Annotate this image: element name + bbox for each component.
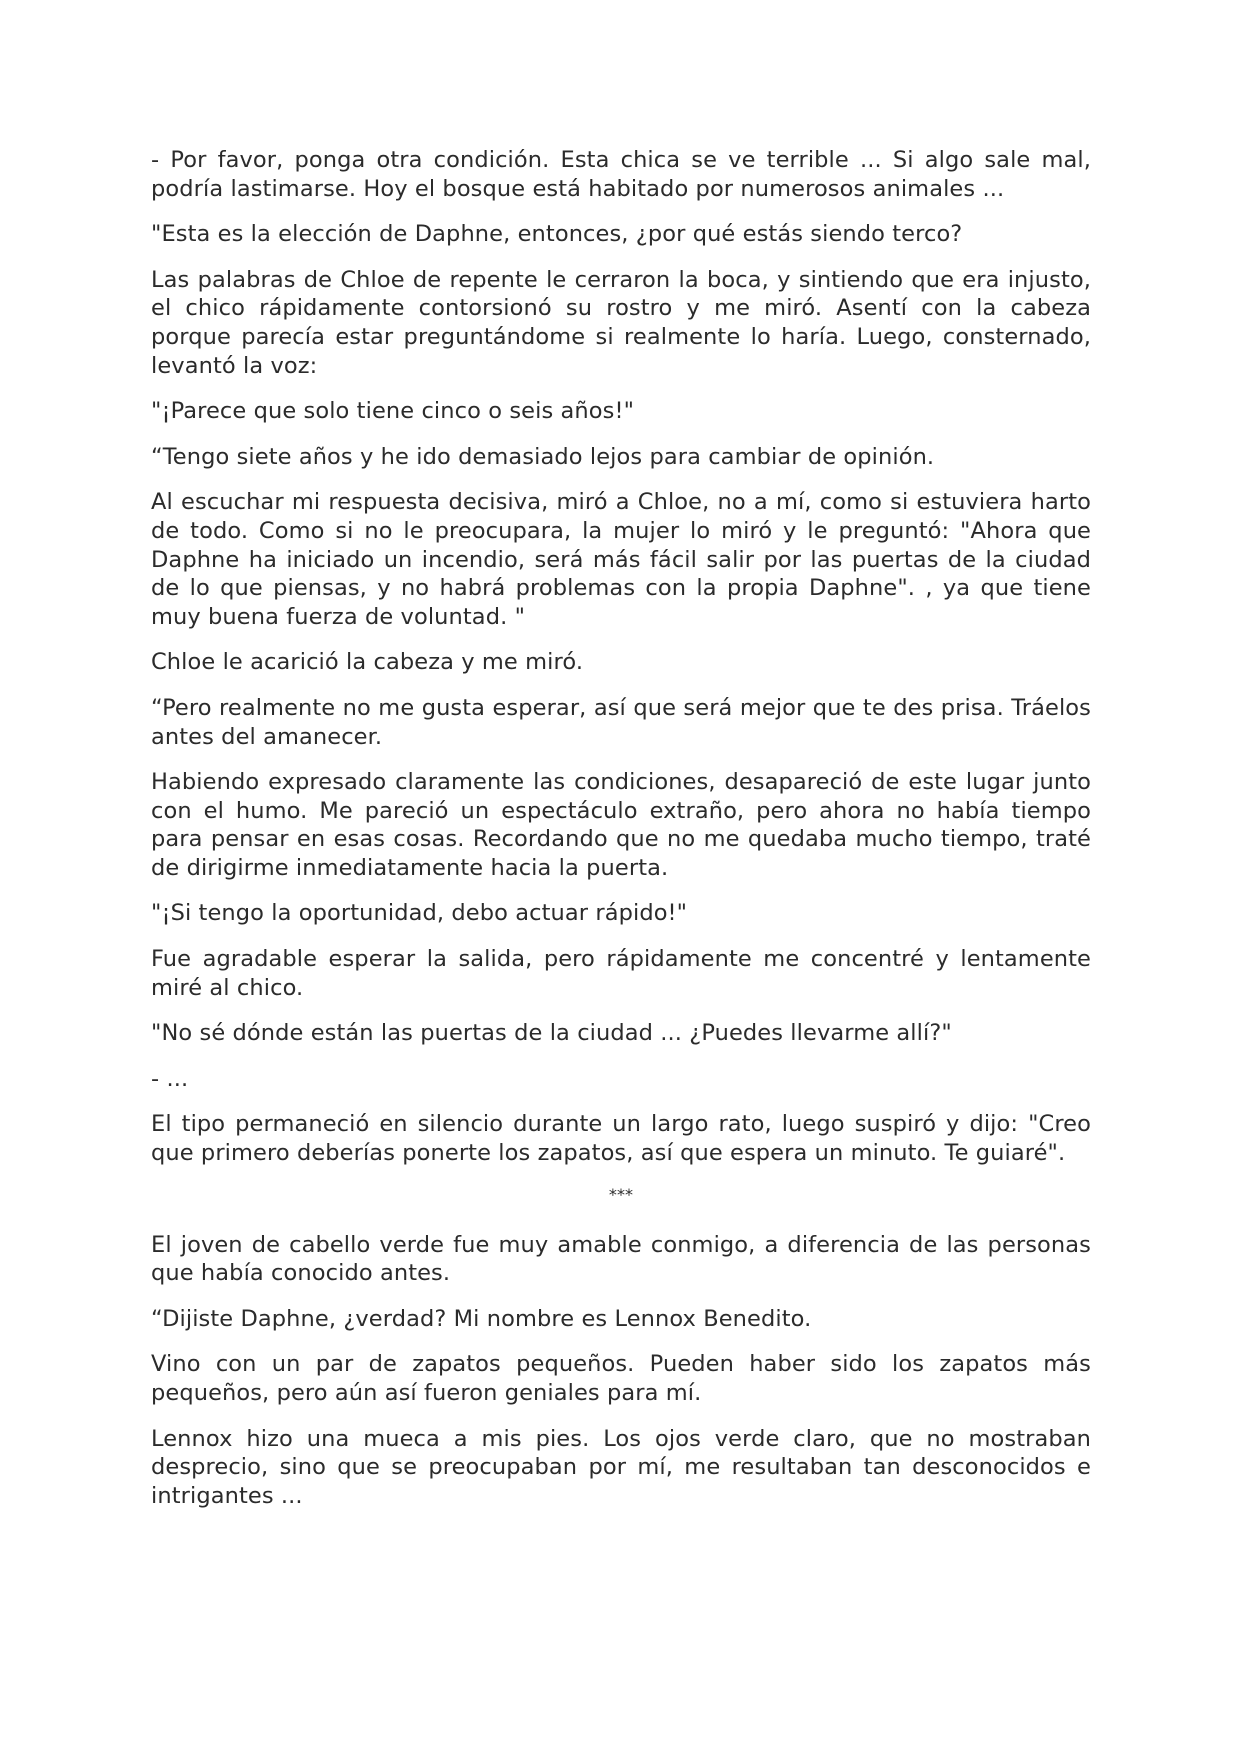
paragraph: "Esta es la elección de Daphne, entonces, ¿por qué estás siendo terco? xyxy=(151,221,963,248)
paragraph: Vino con un par de zapatos pequeños. Pueden haber sido los zapatos más pequeños, pero aún así fueron geniales para mí. xyxy=(151,1351,1091,1406)
paragraph: “Tengo siete años y he ido demasiado lejos para cambiar de opinión. xyxy=(151,443,935,470)
paragraph: "¡Parece que solo tiene cinco o seis años!" xyxy=(151,398,635,425)
paragraph: Al escuchar mi respuesta decisiva, miró a Chloe, no a mí, como si estuviera harto de todo. Como si no le preocupara, la mujer lo miró y le preguntó: "Ahora que Daphne ha iniciado un incendio, será más fácil salir por las puertas de la ciudad de lo que piensas, y no habrá problemas con la propia Daphne". , ya que tiene muy buena fuerza de voluntad. " xyxy=(151,489,1091,630)
paragraph: El joven de cabello verde fue muy amable conmigo, a diferencia de las personas que había conocido antes. xyxy=(151,1231,1091,1287)
paragraph: - ... xyxy=(151,1065,189,1092)
paragraph: Chloe le acarició la cabeza y me miró. xyxy=(151,649,584,676)
paragraph: - Por favor, ponga otra condición. Esta chica se ve terrible ... Si algo sale mal, podría lastimarse. Hoy el bosque está habitado por numerosos animales ... xyxy=(151,147,1091,202)
paragraph: "¡Si tengo la oportunidad, debo actuar rápido!" xyxy=(151,900,688,927)
paragraph: Las palabras de Chloe de repente le cerraron la boca, y sintiendo que era injusto, el chico rápidamente contorsionó su rostro y me miró. Asentí con la cabeza porque parecía estar preguntándome si realmente lo haría. Luego, consternado, levantó la voz: xyxy=(151,266,1091,379)
paragraph: “Dijiste Daphne, ¿verdad? Mi nombre es Lennox Benedito. xyxy=(151,1305,812,1332)
document-page xyxy=(151,146,1091,1527)
scene-separator: *** xyxy=(608,1184,634,1204)
paragraph: Habiendo expresado claramente las condiciones, desapareció de este lugar junto con el humo. Me pareció un espectáculo extraño, pero ahora no había tiempo para pensar en esas cosas. Recordando que no me quedaba mucho tiempo, traté de dirigirme inmediatamente hacia la puerta. xyxy=(151,769,1091,881)
paragraph: “Pero realmente no me gusta esperar, así que será mejor que te des prisa. Tráelos antes del amanecer. xyxy=(151,694,1091,750)
paragraph: "No sé dónde están las puertas de la ciudad ... ¿Puedes llevarme allí?" xyxy=(151,1020,952,1047)
paragraph: Fue agradable esperar la salida, pero rápidamente me concentré y lentamente miré al chico. xyxy=(151,946,1091,1001)
paragraph: El tipo permaneció en silencio durante un largo rato, luego suspiró y dijo: "Creo que primero deberías ponerte los zapatos, así que espera un minuto. Te guiaré". xyxy=(151,1111,1091,1167)
paragraph: Lennox hizo una mueca a mis pies. Los ojos verde claro, que no mostraban desprecio, sino que se preocupaban por mí, me resultaban tan desconocidos e intrigantes ... xyxy=(151,1425,1091,1509)
